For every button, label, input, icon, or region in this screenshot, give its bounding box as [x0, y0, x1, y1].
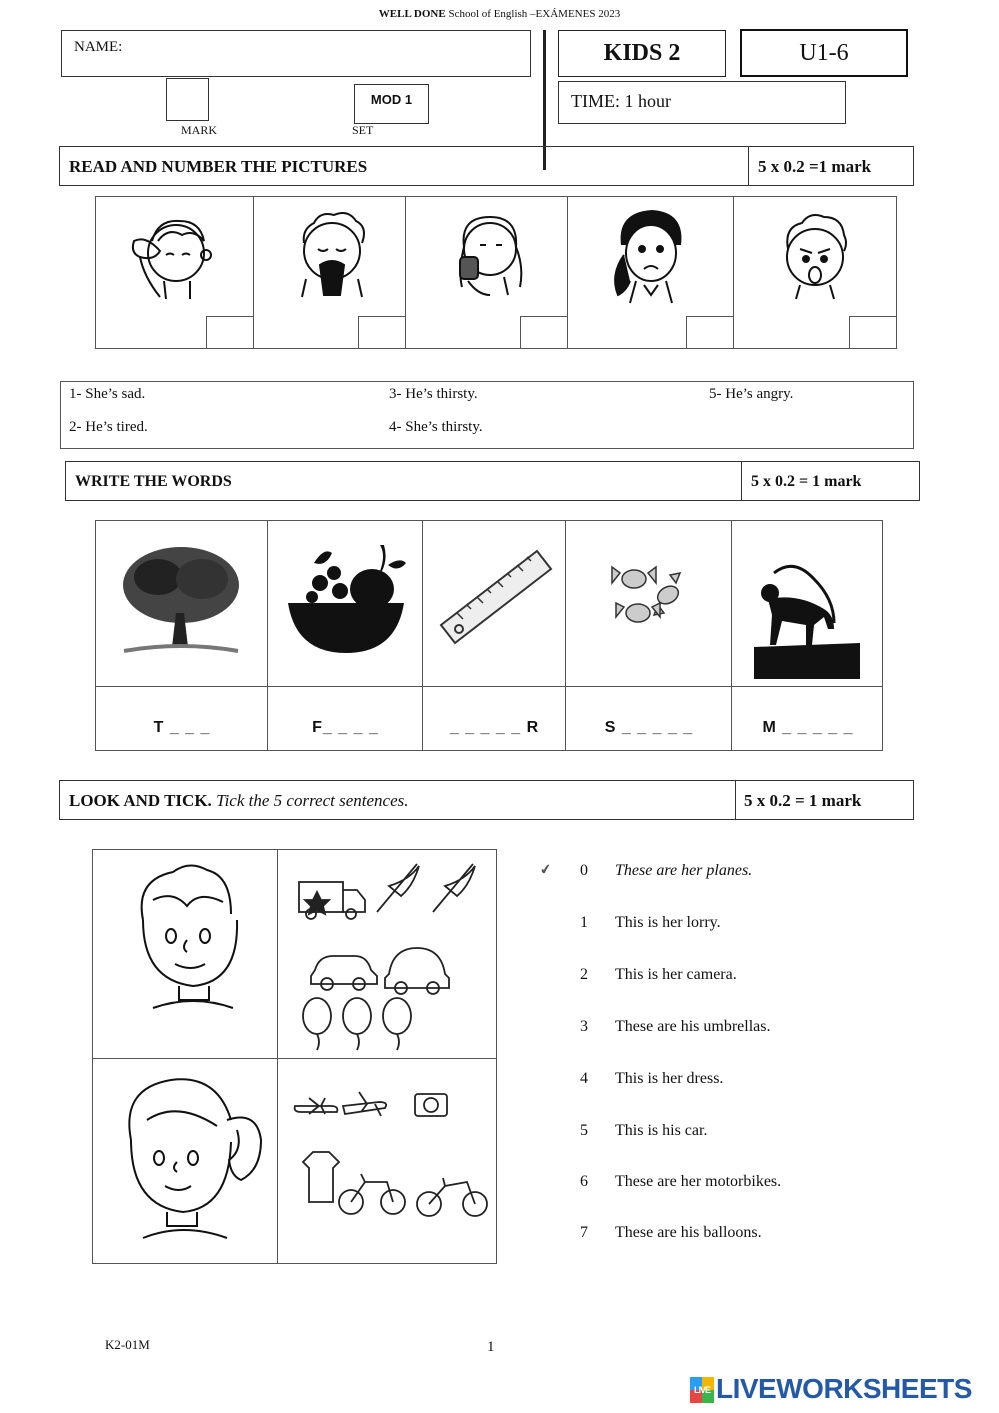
section1-picture-strip: [95, 196, 897, 349]
look-tick-grid: [92, 849, 497, 1264]
boy-items-icon: [293, 862, 483, 1052]
school-name: WELL DONE: [378, 8, 446, 20]
time-box: [558, 81, 846, 124]
boy-angry-icon: [770, 211, 860, 301]
section2-header: [65, 461, 920, 501]
picture-cell-3: [406, 197, 568, 348]
tick-item-6[interactable]: [580, 1173, 781, 1191]
tick-item-7[interactable]: [580, 1224, 762, 1242]
tick-item-0[interactable]: [580, 862, 752, 880]
word-hint-3: _ _ _ _ _ R: [449, 719, 540, 736]
girl-sad-icon: [600, 205, 700, 305]
tick-item-number: 1: [580, 914, 588, 931]
sentence-5: 5- He’s angry.: [709, 386, 794, 402]
picture-cell-1: [96, 197, 254, 348]
units-text: U1-6: [799, 40, 849, 66]
picture-cell-5: [734, 197, 896, 348]
tick-item-4[interactable]: [580, 1070, 723, 1088]
picture-cell-2: [254, 197, 406, 348]
boy-crying-icon: [282, 209, 382, 299]
sentence-2: 2- He’s tired.: [69, 419, 148, 435]
section3-divider: [735, 781, 736, 819]
tick-item-text: These are his umbrellas.: [615, 1018, 771, 1035]
word-cell-5: [732, 521, 884, 750]
answer-box-4[interactable]: [686, 316, 733, 348]
page-number: 1: [487, 1339, 495, 1355]
boy-sneezing-icon: [124, 211, 224, 303]
tick-item-text: These are her planes.: [615, 862, 753, 879]
tick-item-5[interactable]: [580, 1122, 707, 1140]
answer-box-1[interactable]: [206, 316, 253, 348]
section1-header: [59, 146, 914, 186]
sentence-1: 1- She’s sad.: [69, 386, 146, 402]
section2-divider: [741, 462, 742, 500]
picture-cell-4: [568, 197, 734, 348]
ruler-icon: [437, 545, 553, 649]
grid-vertical-divider: [277, 850, 278, 1263]
logo-text: LIVEWORKSHEETS: [716, 1373, 972, 1404]
tick-item-number: 0: [580, 862, 588, 879]
tick-item-number: 2: [580, 966, 588, 983]
name-label: NAME:: [74, 39, 123, 55]
section3-heading: [69, 791, 409, 811]
level-box: [558, 30, 726, 77]
word-cell-3: [423, 521, 566, 750]
boy-portrait-icon: [113, 860, 253, 1010]
fruit-bowl-icon: [284, 543, 408, 655]
time-text: TIME: 1 hour: [571, 91, 671, 111]
word-hint-2: F_ _ _ _: [312, 719, 379, 736]
word-cell-4: [566, 521, 732, 750]
tick-item-text: This is her dress.: [615, 1070, 724, 1087]
tick-item-number: 3: [580, 1018, 588, 1035]
tick-item-1[interactable]: [580, 914, 721, 932]
tree-icon: [118, 543, 244, 655]
girl-items-icon: [289, 1076, 489, 1256]
units-box: [740, 29, 908, 77]
tick-item-text: This is his car.: [615, 1122, 708, 1139]
section3-score: 5 x 0.2 = 1 mark: [744, 791, 862, 810]
tick-item-number: 7: [580, 1224, 588, 1241]
word-hint-4: S _ _ _ _ _: [604, 719, 694, 736]
tick-item-number: 5: [580, 1122, 588, 1139]
tick-item-number: 6: [580, 1173, 588, 1190]
tick-item-text: These are her motorbikes.: [615, 1173, 782, 1190]
section2-word-table: [95, 520, 883, 751]
section2-score: 5 x 0.2 = 1 mark: [751, 473, 862, 490]
section2-title: WRITE THE WORDS: [75, 473, 232, 490]
school-header-rest: School of English –EXÁMENES 2023: [445, 8, 621, 20]
logo-icon: [690, 1377, 714, 1403]
section1-title: READ AND NUMBER THE PICTURES: [69, 157, 368, 176]
answer-box-3[interactable]: [520, 316, 567, 348]
grid-horizontal-divider: [93, 1058, 496, 1059]
sweets-icon: [610, 561, 690, 633]
school-header: [0, 8, 999, 20]
tick-item-2[interactable]: [580, 966, 737, 984]
answer-box-2[interactable]: [358, 316, 405, 348]
set-box: [354, 84, 429, 124]
girl-portrait-icon: [107, 1070, 267, 1240]
word-hint-1: T _ _ _: [153, 719, 211, 736]
name-field[interactable]: [61, 30, 531, 77]
footer-code: K2-01M: [105, 1337, 150, 1352]
section1-divider: [748, 147, 749, 185]
sentence-4: 4- She’s thirsty.: [389, 419, 483, 435]
girl-drinking-icon: [438, 207, 538, 302]
tick-item-3[interactable]: [580, 1018, 771, 1036]
word-cell-2: [268, 521, 423, 750]
tick-item-text: These are his balloons.: [615, 1224, 762, 1241]
tick-item-text: This is her camera.: [615, 966, 737, 983]
mark-box[interactable]: [166, 78, 209, 121]
set-label: SET: [352, 123, 374, 137]
tick-item-number: 4: [580, 1070, 588, 1087]
logo-icon-letters: LIVE: [693, 1385, 710, 1395]
tick-item-text: This is her lorry.: [615, 914, 721, 931]
word-cell-1: [96, 521, 268, 750]
section3-title: LOOK AND TICK.: [69, 791, 212, 810]
section1-sentences: [60, 381, 914, 449]
monkey-icon: [754, 563, 860, 679]
word-hint-5: M _ _ _ _ _: [762, 719, 854, 736]
section3-header: [59, 780, 914, 820]
example-tick-icon: ✔: [538, 862, 553, 879]
section1-score: 5 x 0.2 =1 mark: [758, 157, 872, 176]
answer-box-5[interactable]: [849, 316, 896, 348]
sentence-3: 3- He’s thirsty.: [389, 386, 478, 402]
section3-instruction: Tick the 5 correct sentences.: [216, 791, 409, 810]
level-text: KIDS 2: [603, 40, 681, 66]
liveworksheets-logo[interactable]: [690, 1373, 990, 1407]
mark-label: MARK: [181, 123, 218, 137]
set-box-text: MOD 1: [370, 92, 413, 107]
